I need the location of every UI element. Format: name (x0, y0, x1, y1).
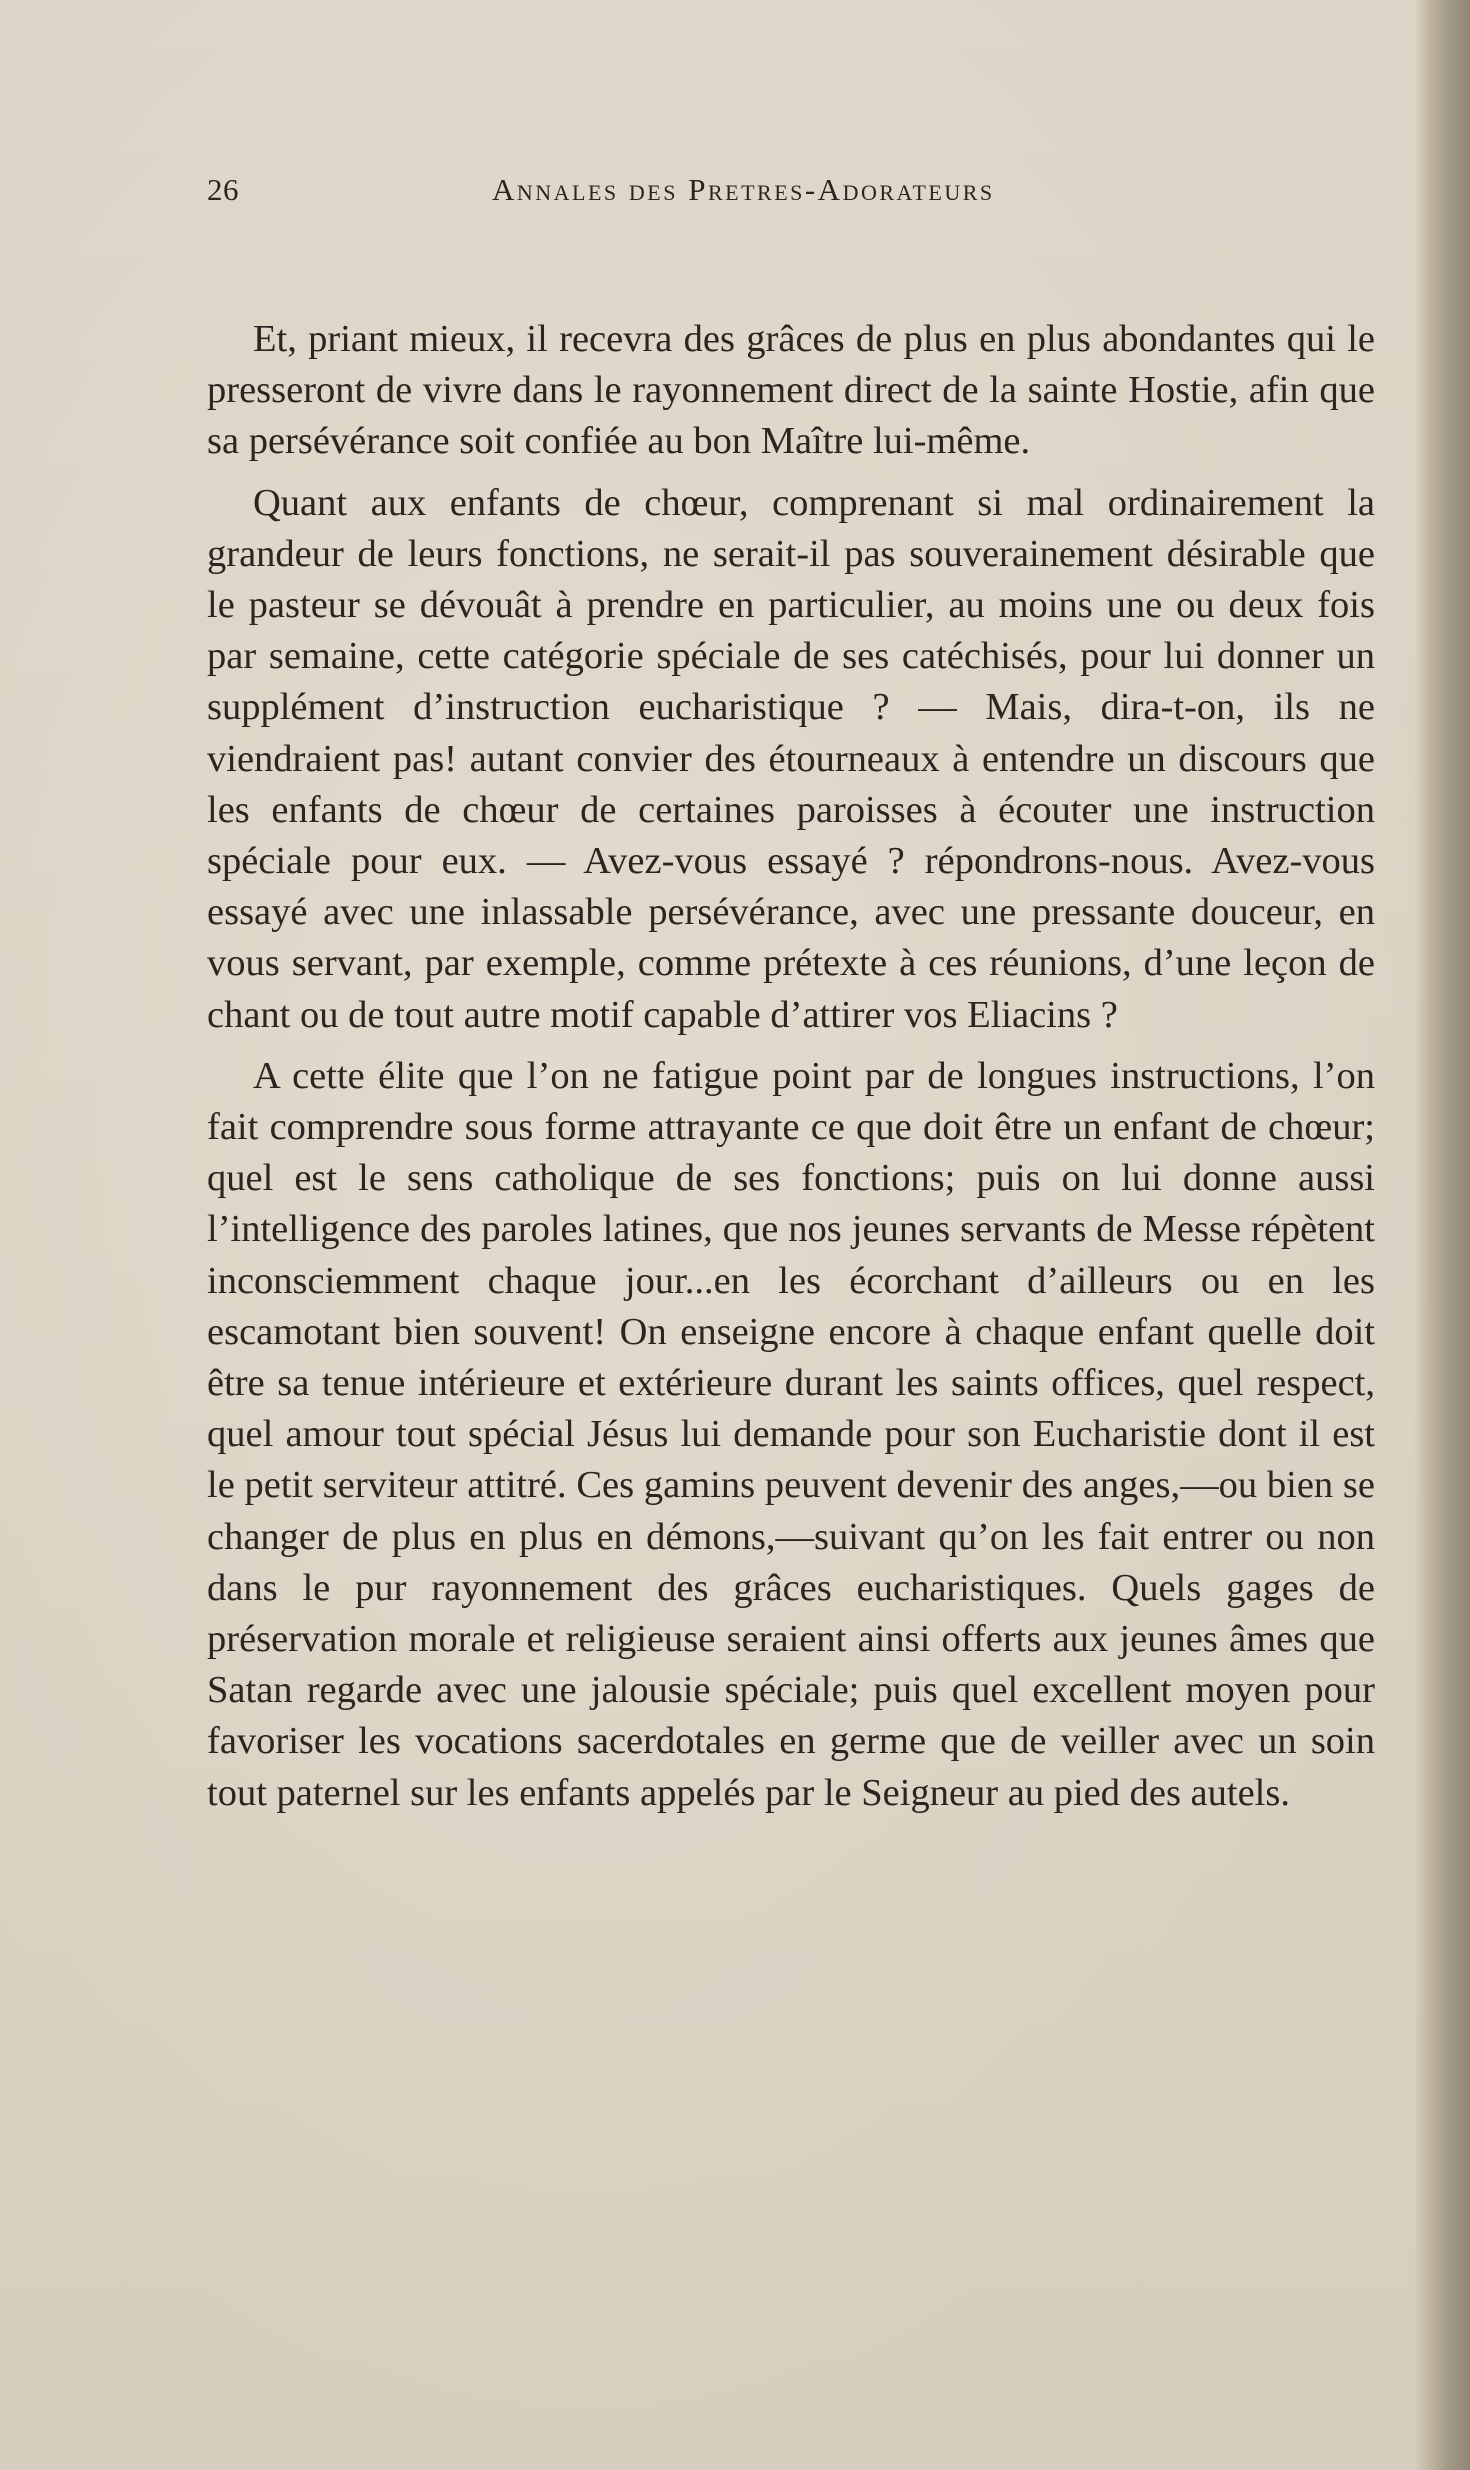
running-title: Annales des Pretres-Adorateurs (492, 172, 995, 207)
paragraph-2: Quant aux enfants de chœur, comprenant si mal ordinairement la grandeur de leurs fonctions, ne serait-il pas souverainement désirable que le pasteur se dévouât à prendre en particulier, au moins une ou deux fois par semaine, cette catégorie spéciale de ses catéchisés, pour lui donner un supplément d’instruction eucharistique ? — Mais, dira-t-on, ils ne viendraient pas! autant convier des étourneaux à entendre un discours que les enfants de chœur de certaines paroisses à écouter une instruction spéciale pour eux. — Avez-vous essayé ? répondrons-nous. Avez-vous essayé avec une inlassable persévérance, avec une pressante douceur, en vous servant, par exemple, comme prétexte à ces réunions, d’une leçon de chant ou de tout autre motif capable d’attirer vos Eliacins ? (207, 481, 1375, 1036)
page-edge (1414, 0, 1470, 2470)
page-number: 26 (207, 172, 239, 207)
paragraph-3: A cette élite que l’on ne fatigue point par de longues instructions, l’on fait comprendre sous forme attrayante ce que doit être un enfant de chœur; quel est le sens catholique de ses fonctions; puis on lui donne aussi l’intelligence des paroles latines, que nos jeunes servants de Messe répètent inconsciemment chaque jour...en les écorchant d’ailleurs ou en les escamotant bien souvent! On enseigne encore à chaque enfant quelle doit être sa tenue intérieure et extérieure durant les saints offices, quel respect, quel amour tout spécial Jésus lui demande pour son Eucharistie dont il est le petit serviteur attitré. Ces gamins peuvent devenir des anges,—ou bien se changer de plus en plus en démons,—suivant qu’on les fait entrer ou non dans le pur rayonnement des grâces eucharistiques. Quels gages de préservation morale et religieuse seraient ainsi offerts aux jeunes âmes que Satan regarde avec une jalousie spéciale; puis quel excellent moyen pour favoriser les vocations sacerdotales en germe que de veiller avec un soin tout paternel sur les enfants appelés par le Seigneur au pied des autels. (207, 1054, 1375, 1814)
page-header (207, 172, 1377, 218)
body-text (207, 314, 1375, 1829)
paragraph-1: Et, priant mieux, il recevra des grâces de plus en plus abondantes qui le presseront de vivre dans le rayonnement direct de la sainte Hostie, afin que sa persévérance soit confiée au bon Maître lui-même. (207, 318, 1375, 463)
